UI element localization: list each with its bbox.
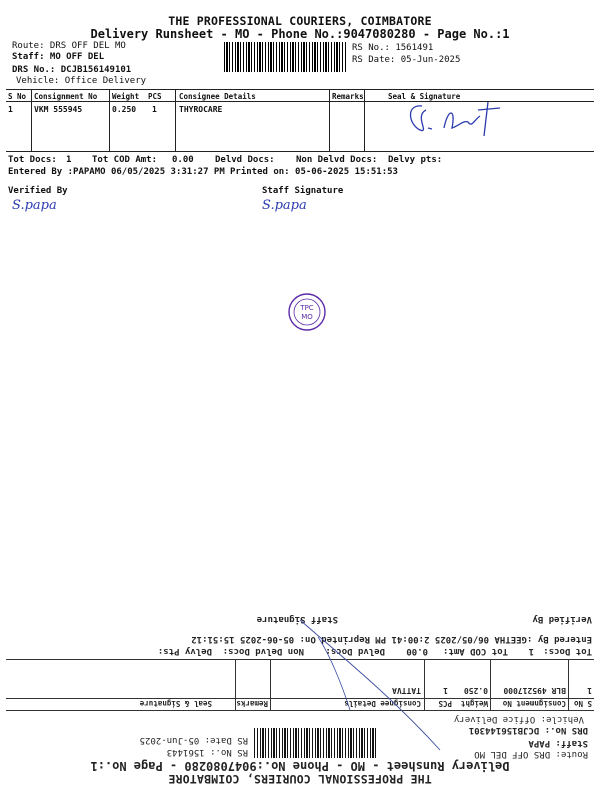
table-bottom-rule [6, 151, 594, 152]
col-header-sno: S No [8, 92, 27, 101]
col-header-consignee: Consignee Details [179, 92, 256, 101]
col-header-pcs: PCS [438, 699, 452, 708]
col-header-weight: Weight [460, 699, 488, 708]
tot-docs-label: Tot Docs: [543, 646, 592, 656]
col-divider [109, 89, 110, 151]
printed-on: Printed on: 05-06-2025 15:51:53 [230, 167, 398, 177]
company-title: THE PROFESSIONAL COURIERS, COIMBATORE [168, 14, 432, 28]
rs-number: RS No.: 1561491 [352, 43, 434, 53]
staff-label: Staff: PAPA [528, 738, 588, 748]
col-header-remarks: Remarks [332, 92, 364, 101]
company-title: THE PROFESSIONAL COURIERS, COIMBATORE [168, 772, 432, 786]
row-sno: 1 [587, 686, 592, 695]
col-divider [270, 660, 271, 711]
col-divider [490, 660, 491, 711]
tot-cod-value: 0.00 [406, 646, 428, 656]
handwritten-signature [402, 98, 512, 140]
col-header-remarks: Remarks [236, 699, 268, 708]
row-consignee: THYROCARE [179, 105, 223, 114]
col-divider [31, 89, 32, 151]
pen-stroke-marks [290, 615, 450, 765]
staff-signature-handwritten: S.papa [262, 198, 307, 213]
table-top-rule [6, 89, 594, 90]
delvd-docs-label: Delvd Docs: [325, 646, 385, 656]
row-consignee: TATTVA [392, 686, 421, 695]
col-header-weight: Weight [112, 92, 140, 101]
row-consignment: BLR 495217000 [503, 686, 566, 695]
rs-number: RS No.: 1561443 [166, 747, 248, 757]
drs-number: DRS No.: DCJB156149101 [12, 65, 132, 75]
row-pcs: 1 [152, 105, 157, 114]
verified-by-label: Verified By [532, 614, 592, 624]
non-delvd-docs-label: Non Delvd Docs: [222, 646, 304, 656]
entered-by: Entered By :GEETHA 06/05/2025 2:00:41 PM [375, 634, 592, 644]
row-sno: 1 [8, 105, 13, 114]
route-label: Route: DRS OFF DEL MO [474, 749, 588, 759]
non-delvd-docs-label: Non Delvd Docs: [296, 155, 378, 165]
staff-signature-label: Staff Signature [256, 614, 338, 624]
col-header-consignment: Consignment No [34, 92, 98, 101]
col-divider [175, 89, 176, 151]
stamp-text-mo: MO [301, 313, 313, 321]
tot-cod-label: Tot COD Amt: [442, 646, 508, 656]
row-weight: 0.250 [463, 686, 488, 695]
col-header-consignee: Consignee Details [344, 699, 421, 708]
reprinted-on: Reprinted On: 05-06-2025 15:51:12 [191, 634, 370, 644]
route-label: Route: DRS OFF DEL MO [12, 41, 126, 51]
rs-date: RS Date: 05-Jun-2025 [352, 55, 461, 65]
staff-label: Staff: MO OFF DEL [12, 52, 105, 62]
tpc-stamp [287, 292, 327, 332]
vehicle-label: Vehicle: Office Delivery [16, 76, 147, 86]
delvd-docs-label: Delvd Docs: [215, 155, 275, 165]
tot-docs-value: 1 [528, 646, 534, 656]
tot-cod-value: 0.00 [172, 155, 194, 165]
delvy-pts-label: Delvy pts: [388, 155, 443, 165]
drs-number: DRS No.: DCJB156144301 [468, 725, 588, 735]
col-header-consignment: Consignment No [502, 699, 566, 708]
delvy-pts-label: Delvy Pts: [157, 646, 212, 656]
runsheet-title: Delivery Runsheet - MO - Phone No.:9047080280 - Page No.:1 [90, 759, 510, 773]
row-pcs: 1 [443, 686, 448, 695]
staff-signature-label: Staff Signature [262, 186, 344, 196]
col-divider [329, 89, 330, 151]
verified-by-signature: S.papa [12, 198, 57, 213]
row-consignment: VKM 555945 [34, 105, 83, 114]
tot-docs-value: 1 [66, 155, 72, 165]
col-header-seal: Seal & Signature [139, 699, 212, 708]
runsheet-title: Delivery Runsheet - MO - Phone No.:9047080280 - Page No.:1 [90, 27, 510, 41]
col-header-pcs: PCS [148, 92, 162, 101]
stamp-text-tpc: TPC [300, 304, 314, 312]
col-header-sno: S No [573, 699, 592, 708]
vehicle-label: Vehicle: Office Delivery [453, 714, 584, 724]
col-divider [364, 89, 365, 151]
barcode [224, 42, 346, 72]
tot-docs-label: Tot Docs: [8, 155, 57, 165]
col-header-seal: Seal & Signature [388, 92, 461, 101]
verified-by-label: Verified By [8, 186, 68, 196]
entered-by: Entered By :PAPAMO 06/05/2025 3:31:27 PM [8, 167, 225, 177]
tot-cod-label: Tot COD Amt: [92, 155, 158, 165]
col-divider [568, 660, 569, 711]
row-weight: 0.250 [112, 105, 137, 114]
rs-date: RS Date: 05-Jun-2025 [139, 735, 248, 745]
